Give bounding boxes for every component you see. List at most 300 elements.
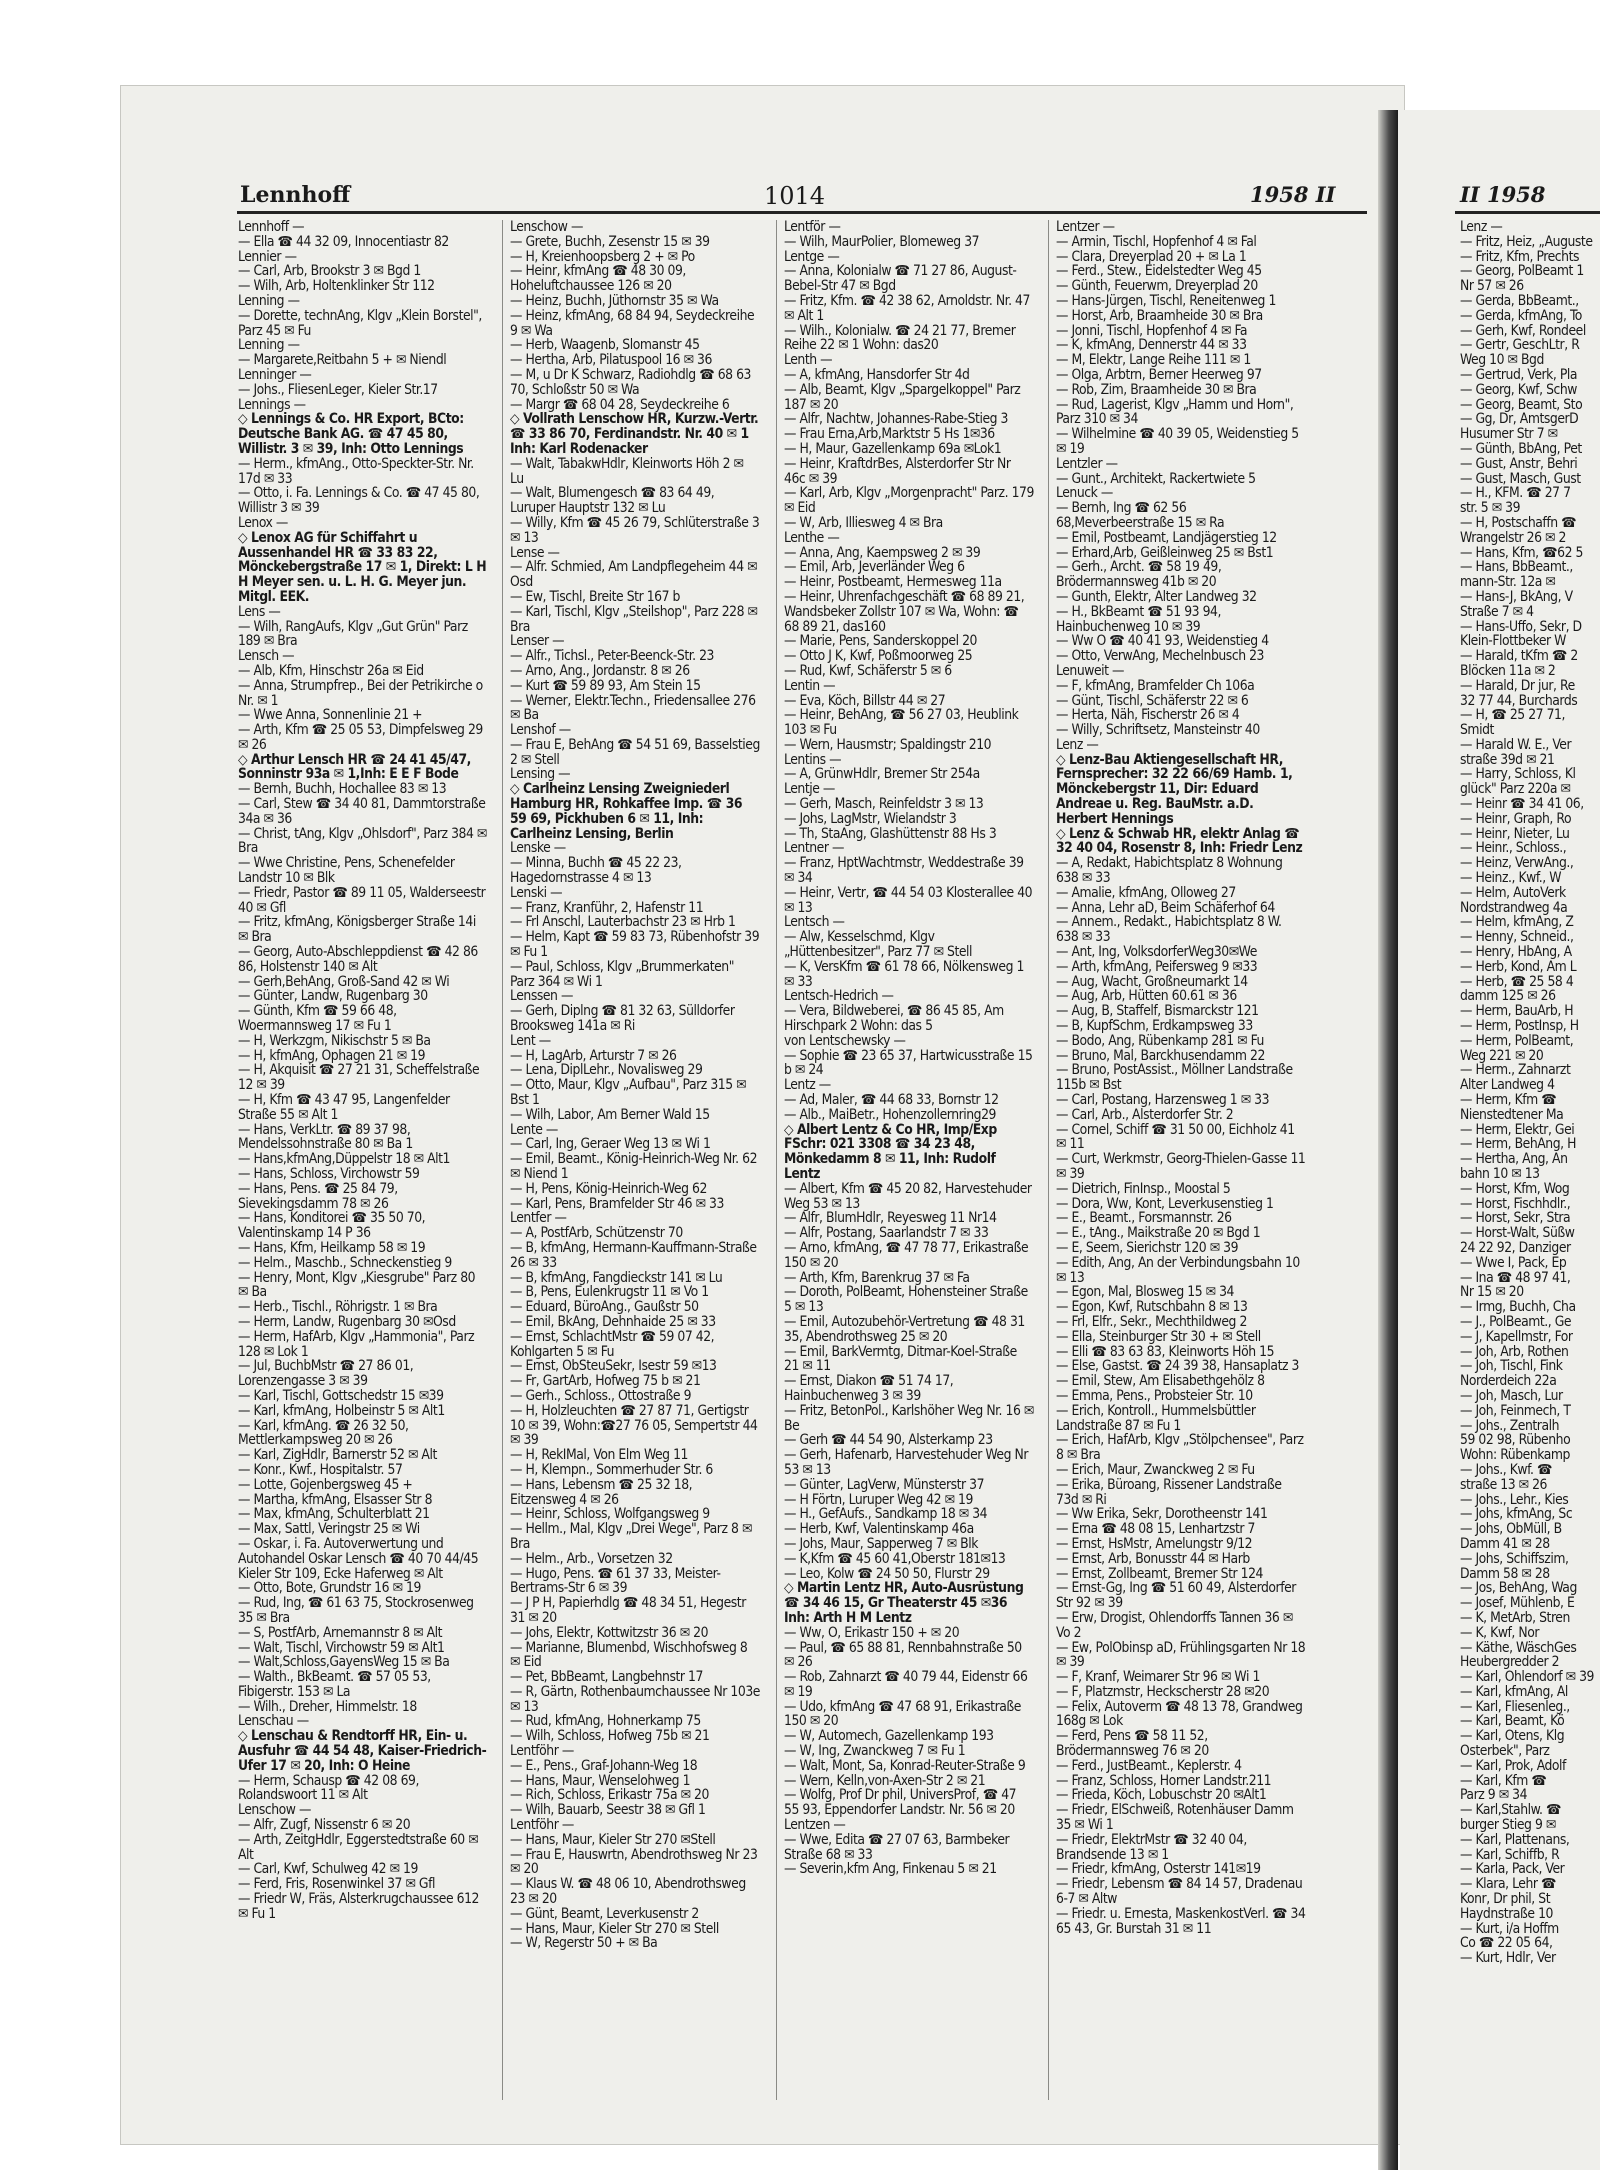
directory-entry: — Wilh, MaurPolier, Blomeweg 37: [784, 233, 980, 250]
directory-column-2: [510, 220, 760, 2120]
directory-entry: — Otto, Bote, Grundstr 16 ✉ 19: [238, 1580, 421, 1597]
directory-entry: — Herm, Kfm ☎: [1460, 1092, 1557, 1109]
directory-entry: — Ina ☎ 48 97 41,: [1460, 1269, 1571, 1286]
directory-entry: — Herm, PostInsp, H: [1460, 1018, 1579, 1035]
directory-entry: — Johs, Schiffszim,: [1460, 1550, 1569, 1567]
directory-entry: — Sophie ☎ 23 65 37, Hartwicusstraße 15 b ✉ 24: [784, 1047, 1033, 1079]
directory-entry: — Alw, Kesselschmd, Klgv „Hüttenbesitzer", Parz 77 ✉ Stell: [784, 929, 973, 961]
directory-entry: — H, Kreienhoopsberg 2 + ✉ Po: [510, 248, 695, 265]
directory-entry: — Heinz, Buchh, Jüthornstr 35 ✉ Wa: [510, 292, 719, 309]
directory-entry: — Herm., kfmAng., Otto-Speckter-Str. Nr. 17d ✉ 33: [238, 455, 474, 487]
directory-entry: — Paul, ☎ 65 88 81, Rennbahnstraße 50 ✉ 26: [784, 1639, 1022, 1671]
directory-entry: — Egon, Kwf, Rutschbahn 8 ✉ 13: [1056, 1299, 1248, 1316]
directory-entry: — Eduard, BüroAng., Gaußstr 50: [510, 1299, 699, 1316]
directory-entry: — H., GefAufs., Sandkamp 18 ✉ 34: [784, 1506, 988, 1523]
directory-entry: — Karl, Tischl, Gottschedstr 15 ✉39: [238, 1387, 444, 1404]
directory-entry: — Bernh, Buchh, Hochallee 83 ✉ 13: [238, 781, 447, 798]
directory-entry: — Severin,kfm Ang, Finkenau 5 ✉ 21: [784, 1861, 997, 1878]
directory-entry: — Helm., Arb., Vorsetzen 32: [510, 1550, 673, 1567]
directory-entry: — Horst, Sekr, Stra: [1460, 1210, 1571, 1227]
directory-entry: — H, Postschaffn ☎: [1460, 514, 1577, 531]
directory-entry: ◇ Lenschau & Rendtorff HR, Ein- u. Ausfuhr ☎ 44 54 48, Kaiser-Friedrich-Ufer 17 ✉ 20, Inh: O Heine: [238, 1728, 487, 1774]
directory-entry: — Anna, Strumpfrep., Bei der Petrikirche o Nr. ✉ 1: [238, 677, 483, 709]
directory-entry: — Hans, Maur, Wenselohweg 1: [510, 1772, 691, 1789]
directory-entry: — Joh, Arb, Rothen: [1460, 1343, 1569, 1360]
directory-entry: — Hertha, Arb, Pilatuspool 16 ✉ 36: [510, 352, 712, 369]
directory-entry: — Erhard,Arb, Geißleinweg 25 ✉ Bst1: [1056, 544, 1274, 561]
directory-entry: — Horst-Walt, Süßw: [1460, 1225, 1575, 1242]
directory-entry: — Heinr., Schloss.,: [1460, 840, 1567, 857]
directory-entry: — Johs, kfmAng, Sc: [1460, 1506, 1573, 1523]
directory-entry: — Max, Sattl, Veringstr 25 ✉ Wi: [238, 1521, 420, 1538]
directory-entry: — Harald, tKfm ☎ 2: [1460, 648, 1578, 665]
directory-entry: Lenninger —: [238, 366, 312, 383]
directory-entry: Husumer Str 7 ✉: [1460, 426, 1558, 443]
directory-entry: — Walth., BkBeamt. ☎ 57 05 53, Fibigerstr. 153 ✉ La: [238, 1669, 431, 1700]
directory-entry: — Friedr, ElSchweiß, Rotenhäuser Damm 35 ✉ Wi 1: [1056, 1802, 1294, 1834]
directory-entry: Wrangelstr 26 ✉ 2: [1460, 529, 1566, 546]
directory-entry: — Herb, Waagenb, Slomanstr 45: [510, 337, 700, 354]
directory-entry: ◇ Vollrath Lenschow HR, Kurzw.-Vertr. ☎ 33 86 70, Ferdinandstr. Nr. 40 ✉ 1 Inh: Karl Rodenacker: [510, 411, 759, 457]
directory-entry: — Karl, Tischl, Klgv „Steilshop", Parz 228 ✉ Bra: [510, 603, 758, 635]
directory-entry: Lenning —: [238, 292, 300, 309]
directory-entry: — Rich, Schloss, Erikastr 75a ✉ 20: [510, 1787, 709, 1804]
directory-entry: — Gerh,BehAng, Groß-Sand 42 ✉ Wi: [238, 973, 450, 990]
directory-entry: — Emil, BkAng, Dehnhaide 25 ✉ 33: [510, 1313, 716, 1330]
directory-entry: — Wwe I, Pack, Ep: [1460, 1254, 1567, 1271]
directory-entry: — Joh, Tischl, Fink: [1460, 1358, 1563, 1375]
directory-entry: — Gerh, Diplng ☎ 81 32 63, Sülldorfer Brooksweg 141a ✉ Ri: [510, 1003, 735, 1035]
directory-entry: — Wilh., Kolonialw. ☎ 24 21 77, Bremer Reihe 22 ✉ 1 Wohn: das20: [784, 322, 1016, 354]
directory-entry: — Günth, Kfm ☎ 59 66 48, Woermannsweg 17 ✉ Fu 1: [238, 1003, 397, 1035]
directory-entry: — Emil, Arb, Jeverländer Weg 6: [784, 559, 965, 576]
directory-entry: Lentge —: [784, 248, 840, 265]
directory-entry: — B, Pens, Eulenkrugstr 11 ✉ Vo 1: [510, 1284, 709, 1301]
directory-entry: — Ella ☎ 44 32 09, Innocentiastr 82: [238, 233, 449, 250]
directory-entry: 24 22 92, Danziger: [1460, 1239, 1571, 1256]
directory-entry: ◇ Arthur Lensch HR ☎ 24 41 45/47, Sonninstr 93a ✉ 1,Inh: E E F Bode: [238, 751, 471, 783]
directory-entry: — Frl Anschl, Lauterbachstr 23 ✉ Hrb 1: [510, 914, 736, 931]
directory-entry: — Hans, Schloss, Virchowstr 59: [238, 1166, 420, 1182]
directory-entry: Parz 9 ✉ 34: [1460, 1787, 1528, 1804]
directory-entry: Lenuck —: [1056, 485, 1113, 502]
directory-entry: Lentzer —: [1056, 220, 1115, 235]
directory-entry: — Ferd., JustBeamt., Keplerstr. 4: [1056, 1757, 1242, 1774]
directory-entry: — Lotte, Gojenbergsweg 45 +: [238, 1476, 413, 1493]
directory-entry: — Friedr, ElektrMstr ☎ 32 40 04, Brandsende 13 ✉ 1: [1056, 1831, 1247, 1863]
directory-entry: — Herb, Kwf, Valentinskamp 46a: [784, 1521, 974, 1538]
directory-entry: — Ww, O, Erikastr 150 + ✉ 20: [784, 1624, 960, 1641]
directory-entry: — B, KupfSchm, Erdkampsweg 33: [1056, 1018, 1253, 1035]
directory-entry: Lentin —: [784, 677, 836, 694]
directory-entry: — Johs, LagMstr, Wielandstr 3: [784, 810, 957, 827]
directory-entry: — Bodo, Ang, Rübenkamp 281 ✉ Fu: [1056, 1032, 1264, 1049]
directory-entry: — Jul, BuchbMstr ☎ 27 86 01, Lorenzengasse 3 ✉ 39: [238, 1358, 414, 1390]
directory-entry: — Heinr, Schloss, Wolfgangsweg 9: [510, 1506, 710, 1523]
directory-entry: glück" Parz 220a ✉: [1460, 781, 1571, 798]
directory-entry: — Franz, Kranführ, 2, Hafenstr 11: [510, 899, 704, 916]
directory-entry: — Ww Erika, Sekr, Dorotheenstr 141: [1056, 1506, 1268, 1523]
directory-entry: Lentföhr —: [510, 1743, 574, 1760]
directory-entry: — J, Kapellmstr, For: [1460, 1328, 1573, 1345]
directory-entry: — H, Kfm ☎ 43 47 95, Langenfelder Straße 55 ✉ Alt 1: [238, 1092, 450, 1123]
directory-entry: — Anna, Ang, Kaempsweg 2 ✉ 39: [784, 544, 981, 561]
directory-entry: — Wwe Anna, Sonnenlinie 21 +: [238, 707, 423, 724]
directory-entry: 59 02 98, Rübenho: [1460, 1432, 1571, 1449]
directory-entry: Co ☎ 22 05 64,: [1460, 1935, 1553, 1952]
directory-entry: — Wilh., Dreher, Himmelstr. 18: [238, 1698, 417, 1715]
directory-entry: — Franz, HptWachtmstr, Weddestraße 39 ✉ 34: [784, 855, 1024, 887]
directory-entry: — H, LagArb, Arturstr 7 ✉ 26: [510, 1047, 677, 1064]
directory-entry: Lenz —: [1056, 736, 1099, 753]
directory-entry: Damm 41 ✉ 28: [1460, 1535, 1550, 1552]
directory-entry: — Amalie, kfmAng, Olloweg 27: [1056, 884, 1236, 901]
column-divider: [776, 220, 777, 2100]
directory-entry: — Heinr, Vertr, ☎ 44 54 03 Klosterallee 40 ✉ 13: [784, 884, 1033, 916]
directory-entry: — Rud, Kwf, Schäferstr 5 ✉ 6: [784, 662, 952, 679]
directory-entry: ◇ Lenz-Bau Aktiengesellschaft HR, Fernsprecher: 32 22 66/69 Hamb. 1, Mönckebergstr 11, Dir: Eduard Andreae u. Reg. BauMstr. a.D. Herbert Hennings: [1056, 751, 1293, 827]
directory-entry: Lenth —: [784, 352, 833, 369]
directory-entry: — Helm, kfmAng, Z: [1460, 914, 1574, 931]
directory-entry: — Günter, LagVerw, Münsterstr 37: [784, 1476, 985, 1493]
directory-entry: — Kurt, Hdlr, Ver: [1460, 1950, 1556, 1967]
directory-entry: — Heinr, Uhrenfachgeschäft ☎ 68 89 21, Wandsbeker Zollstr 107 ✉ Wa, Wohn: ☎ 68 89 21, das160: [784, 588, 1025, 635]
directory-entry: — Hans-J, BkAng, V: [1460, 588, 1573, 605]
directory-entry: — Fritz, Kfm, Prechts: [1460, 248, 1580, 265]
directory-entry: — Christ, tAng, Klgv „Ohlsdorf", Parz 384 ✉ Bra: [238, 825, 487, 857]
directory-entry: — Johs, ObMüll, B: [1460, 1521, 1562, 1538]
directory-entry: Blöcken 11a ✉ 2: [1460, 662, 1556, 679]
directory-entry: — W, Automech, Gazellenkamp 193: [784, 1728, 994, 1745]
directory-entry: Norderdeich 22a: [1460, 1373, 1557, 1390]
directory-entry: — Klaus W. ☎ 48 06 10, Abendrothsweg 23 ✉ 20: [510, 1876, 746, 1908]
directory-entry: — Margarete,Reitbahn 5 + ✉ Niendl: [238, 352, 447, 369]
directory-entry: Lenz —: [1460, 220, 1503, 235]
directory-entry: — Aug, Wacht, Großneumarkt 14: [1056, 973, 1248, 990]
directory-entry: — Irmg, Buchh, Cha: [1460, 1299, 1576, 1316]
directory-entry: — Karl, Arb, Klgv „Morgenpracht" Parz. 179 ✉ Eid: [784, 485, 1034, 517]
directory-entry: Osterbek", Parz: [1460, 1743, 1550, 1760]
directory-entry: — Otto, i. Fa. Lennings & Co. ☎ 47 45 80, Willistr 3 ✉ 39: [238, 485, 480, 517]
directory-entry: — E., Beamt., Forsmannstr. 26: [1056, 1210, 1232, 1227]
directory-entry: — Friedr, kfmAng, Osterstr 141✉19: [1056, 1861, 1261, 1878]
directory-entry: — Georg, Auto-Abschleppdienst ☎ 42 86 86, Holstenstr 140 ✉ Alt: [238, 944, 478, 975]
directory-entry: ◇ Albert Lentz & Co HR, Imp/Exp FSchr: 021 3308 ☎ 34 23 48, Mönkedamm 8 ✉ 11, Inh: Rudolf Lentz: [784, 1121, 997, 1182]
directory-entry: — Heinz., Kwf., W: [1460, 870, 1562, 887]
directory-entry: Lentner —: [784, 840, 844, 857]
directory-entry: 32 77 44, Burchards: [1460, 692, 1578, 709]
directory-entry: — Ernst, ObSteuSekr, Isestr 59 ✉13: [510, 1358, 717, 1375]
directory-entry: — Armin, Tischl, Hopfenhof 4 ✉ Fal: [1056, 233, 1257, 250]
directory-entry: — Elli ☎ 83 63 83, Kleinworts Höh 15: [1056, 1343, 1275, 1360]
directory-entry: — Günt, Beamt, Leverkusenstr 2: [510, 1905, 699, 1922]
page-header-volume: 1958 II: [1250, 182, 1336, 207]
directory-entry: — Walt,Schloss,GayensWeg 15 ✉ Ba: [238, 1654, 450, 1671]
directory-entry: straße 13 ✉ 26: [1460, 1476, 1548, 1493]
directory-entry: — Herm, BauArb, H: [1460, 1003, 1574, 1020]
directory-entry: — Annem., Redakt., Habichtsplatz 8 W. 638 ✉ 33: [1056, 914, 1282, 946]
directory-entry: — Hellm., Mal, Klgv „Drei Wege", Parz 8 ✉ Bra: [510, 1521, 752, 1552]
directory-entry: — K, kfmAng, Dennerstr 44 ✉ 33: [1056, 337, 1247, 354]
directory-entry: Nienstedtener Ma: [1460, 1106, 1564, 1123]
directory-entry: — Alfr. Schmied, Am Landpflegeheim 44 ✉ Osd: [510, 559, 758, 591]
directory-entry: — Bruno, Mal, Barckhusendamm 22: [1056, 1047, 1265, 1064]
directory-entry: — Günt, Tischl, Schäferstr 22 ✉ 6: [1056, 692, 1249, 709]
directory-entry: — Günth, Feuerwm, Dreyerplad 20: [1056, 278, 1258, 295]
directory-entry: — Walt, Blumengesch ☎ 83 64 49, Luruper Hauptstr 132 ✉ Lu: [510, 485, 715, 517]
directory-entry: — Ernst, Diakon ☎ 51 74 17, Hainbuchenweg 3 ✉ 39: [784, 1373, 954, 1404]
directory-entry: — Hans, Kfm, Heilkamp 58 ✉ 19: [238, 1239, 426, 1256]
directory-entry: — B, kfmAng, Hermann-Kauffmann-Straße 26 ✉ 33: [510, 1239, 757, 1271]
directory-entry: — Horst, Fischhdlr.,: [1460, 1195, 1571, 1212]
directory-entry: Weg 10 ✉ Bgd: [1460, 352, 1544, 369]
directory-entry: — Georg, PolBeamt 1: [1460, 263, 1584, 280]
directory-entry: — Johs., FliesenLeger, Kieler Str.17: [238, 381, 438, 398]
directory-entry: — Rob, Zahnarzt ☎ 40 79 44, Eidenstr 66 ✉ 19: [784, 1669, 1028, 1700]
directory-entry: — H, RekIMal, Von Elm Weg 11: [510, 1447, 688, 1464]
directory-entry: — Grete, Buchh, Zesenstr 15 ✉ 39: [510, 233, 710, 250]
directory-entry: Lente —: [510, 1121, 558, 1138]
directory-entry: — Rud, Lagerist, Klgv „Hamm und Horn", Parz 310 ✉ 34: [1056, 396, 1294, 428]
directory-entry: — Kurt, i/a Hoffm: [1460, 1920, 1559, 1937]
directory-entry: — Dietrich, FinInsp., Moostal 5: [1056, 1180, 1231, 1197]
directory-entry: Lentfer —: [510, 1210, 567, 1227]
directory-entry: — Karl, Kfm ☎: [1460, 1772, 1547, 1789]
directory-entry: — S, PostfArb, Arnemannstr 8 ✉ Alt: [238, 1624, 443, 1641]
directory-entry: — F, kfmAng, Bramfelder Ch 106a: [1056, 677, 1255, 694]
directory-entry: — Aug, Arb, Hütten 60.61 ✉ 36: [1056, 988, 1237, 1005]
directory-entry: — Frau E, BehAng ☎ 54 51 69, Basselstieg 2 ✉ Stell: [510, 736, 760, 768]
directory-entry: — Felix, Autoverm ☎ 48 13 78, Grandweg 168g ✉ Lok: [1056, 1698, 1303, 1730]
directory-entry: — Paul, Schloss, Klgv „Brummerkaten" Parz 364 ✉ Wi 1: [510, 958, 734, 990]
book-gutter: [1378, 110, 1398, 2170]
directory-entry: — Bernh, Ing ☎ 62 56 68,Meverbeerstraße 15 ✉ Ra: [1056, 500, 1225, 531]
directory-entry: — Doroth, PolBeamt, Hohensteiner Straße 5 ✉ 13: [784, 1284, 1028, 1316]
directory-entry: — H, Klempn., Sommerhuder Str. 6: [510, 1461, 713, 1478]
directory-entry: — Clara, Dreyerplad 20 + ✉ La 1: [1056, 248, 1247, 265]
directory-entry: — Günth, BbAng, Pet: [1460, 440, 1582, 457]
directory-entry: — Herm, Elektr, Gei: [1460, 1121, 1575, 1138]
directory-entry: Lentins —: [784, 751, 842, 768]
column-divider: [502, 220, 503, 2100]
directory-entry: — Hertha, Ang, An: [1460, 1151, 1568, 1168]
directory-entry: — Alfr, BlumHdlr, Reyesweg 11 Nr14: [784, 1210, 997, 1227]
directory-entry: — Rud, Ing, ☎ 61 63 75, Stockrosenweg 35 ✉ Bra: [238, 1595, 474, 1626]
directory-entry: — Ferd., Stew., Eidelstedter Weg 45: [1056, 263, 1262, 280]
directory-entry: — H, ☎ 25 27 71, Smidt: [1460, 707, 1565, 739]
directory-entry: Lens —: [238, 603, 281, 620]
directory-entry: — Rud, kfmAng, Hohnerkamp 75: [510, 1713, 701, 1730]
directory-entry: — Harry, Schloss, Kl: [1460, 766, 1576, 783]
directory-entry: — Gunt., Architekt, Rackertwiete 5: [1056, 470, 1256, 487]
directory-entry: — Joh, Masch, Lur: [1460, 1387, 1563, 1404]
directory-entry: — Fritz, BetonPol., Karlshöher Weg Nr. 16 ✉ Be: [784, 1402, 1034, 1434]
next-page-header-volume: II 1958: [1460, 182, 1546, 207]
directory-entry: Lenschow —: [510, 220, 583, 235]
directory-entry: — Minna, Buchh ☎ 45 22 23, Hagedornstrasse 4 ✉ 13: [510, 855, 682, 887]
directory-entry: — Arth, Kfm, Barenkrug 37 ✉ Fa: [784, 1269, 970, 1286]
directory-entry: — Dora, Ww, Kont, Leverkusenstieg 1: [1056, 1195, 1274, 1212]
directory-entry: Lenssen —: [510, 988, 573, 1005]
directory-entry: — Johs., Zentralh: [1460, 1417, 1560, 1434]
directory-entry: — Curt, Werkmstr, Georg-Thielen-Gasse 11 ✉ 39: [1056, 1151, 1306, 1182]
directory-entry: — Max, kfmAng, Schulterblatt 21: [238, 1506, 430, 1523]
directory-entry: — Else, Gastst. ☎ 24 39 38, Hansaplatz 3: [1056, 1358, 1299, 1375]
directory-entry: — Lena, DiplLehr., Novalisweg 29: [510, 1062, 703, 1079]
directory-entry: — J P H, Papierhdlg ☎ 48 34 51, Hegestr 31 ✉ 20: [510, 1595, 746, 1626]
directory-entry: — Emil, Beamt., König-Heinrich-Weg Nr. 62 ✉ Niend 1: [510, 1151, 758, 1182]
directory-entry: Lennier —: [238, 248, 297, 265]
directory-entry: — Heinr, KraftdrBes, Alsterdorfer Str Nr 46c ✉ 39: [784, 455, 1011, 487]
directory-entry: — Konr., Kwf., Hospitalstr. 57: [238, 1461, 403, 1478]
directory-entry: — Carl, Arb., Alsterdorfer Str. 2: [1056, 1106, 1234, 1123]
directory-entry: — W, Regerstr 50 + ✉ Ba: [510, 1935, 658, 1952]
directory-entry: — Bruno, PostAssist., Möllner Landstraße 115b ✉ Bst: [1056, 1062, 1293, 1094]
directory-entry: — Friedr, Lebensm ☎ 84 14 57, Dradenau 6-7 ✉ Altw: [1056, 1876, 1303, 1908]
directory-entry: — Walt, Tischl, Virchowstr 59 ✉ Alt1: [238, 1639, 445, 1656]
directory-entry: — H, Werkzgm, Nikischstr 5 ✉ Ba: [238, 1032, 431, 1049]
directory-entry: — Franz, Schloss, Horner Landstr.211: [1056, 1772, 1272, 1789]
directory-entry: — Jonni, Tischl, Hopfenhof 4 ✉ Fa: [1056, 322, 1248, 339]
directory-entry: — Carl, Arb, Brookstr 3 ✉ Bgd 1: [238, 263, 421, 280]
directory-entry: — Frau Erna,Arb,Marktstr 5 Hs 1✉36: [784, 426, 995, 443]
directory-entry: — Georg, Beamt, Sto: [1460, 396, 1583, 413]
directory-entry: — W, Ing, Zwanckweg 7 ✉ Fu 1: [784, 1743, 966, 1760]
directory-entry: — Alfr, Zugf, Nissenstr 6 ✉ 20: [238, 1817, 411, 1834]
directory-entry: Lentzler —: [1056, 455, 1118, 472]
directory-entry: — Werner, Elektr.Techn., Friedensallee 276 ✉ Ba: [510, 692, 756, 724]
directory-entry: ◇ Lennings & Co. HR Export, BCto: Deutsche Bank AG. ☎ 47 45 80, Willistr. 3 ✉ 39, Inh: Otto Lennings: [238, 411, 464, 457]
directory-entry: — Walt, Mont, Sa, Konrad-Reuter-Straße 9: [784, 1757, 1026, 1774]
directory-entry: — Klara, Lehr ☎: [1460, 1876, 1557, 1893]
directory-entry: burger Stieg 9 ✉: [1460, 1817, 1556, 1834]
directory-entry: — Alb, Kfm, Hinschstr 26a ✉ Eid: [238, 662, 424, 679]
directory-entry: — Harald, Dr jur, Re: [1460, 677, 1575, 694]
directory-entry: — Rob, Zim, Braamheide 30 ✉ Bra: [1056, 381, 1257, 398]
directory-entry: — A, kfmAng, Hansdorfer Str 4d: [784, 366, 970, 383]
directory-entry: — Emma, Pens., Probsteier Str. 10: [1056, 1387, 1253, 1404]
directory-entry: Konr, Dr phil, St: [1460, 1891, 1551, 1908]
directory-entry: Straße 7 ✉ 4: [1460, 603, 1534, 620]
directory-entry: — F, Platzmstr, Heckscherstr 28 ✉20: [1056, 1683, 1270, 1700]
directory-entry: Lentsch-Hedrich —: [784, 988, 894, 1005]
directory-entry: — Gertr, GeschLtr, R: [1460, 337, 1580, 354]
directory-entry: — Herb., Tischl., Röhrigstr. 1 ✉ Bra: [238, 1299, 438, 1316]
directory-entry: — Leo, Kolw ☎ 24 50 50, Flurstr 29: [784, 1565, 990, 1582]
directory-entry: ◇ Lenz & Schwab HR, elektr Anlag ☎ 32 40 04, Rosenstr 8, Inh: Friedr Lenz: [1056, 825, 1303, 857]
directory-entry: — Ferd, Pens ☎ 58 11 52, Brödermannsweg 76 ✉ 20: [1056, 1728, 1209, 1760]
directory-entry: — Karl, Pens, Bramfelder Str 46 ✉ 33: [510, 1195, 724, 1212]
directory-entry: — Gunth, Elektr, Alter Landweg 32: [1056, 588, 1257, 605]
directory-entry: — Georg, Kwf, Schw: [1460, 381, 1577, 398]
directory-entry: — Wilhelmine ☎ 40 39 05, Weidenstieg 5 ✉ 19: [1056, 426, 1299, 457]
directory-entry: — Frau E, Hauswrtn, Abendrothsweg Nr 23 ✉ 20: [510, 1846, 758, 1878]
directory-entry: — Emil, BarkVermtg, Ditmar-Koel-Straße 21 ✉ 11: [784, 1343, 1017, 1375]
column-divider: [1048, 220, 1049, 2100]
directory-entry: — Hans,kfmAng,Düppelstr 18 ✉ Alt1: [238, 1151, 450, 1168]
directory-entry: — Martha, kfmAng, Elsasser Str 8: [238, 1491, 433, 1508]
directory-entry: Lentzen —: [784, 1817, 846, 1834]
directory-entry: Lennhoff —: [238, 220, 305, 235]
directory-entry: Lentför —: [784, 220, 841, 235]
directory-entry: — Erika, Büroang, Rissener Landstraße 73d ✉ Ri: [1056, 1476, 1282, 1508]
directory-entry: — H Förtn, Luruper Weg 42 ✉ 19: [784, 1491, 973, 1508]
directory-entry: — Wilh, Bauarb, Seestr 38 ✉ Gfl 1: [510, 1802, 706, 1819]
directory-entry: — Henry, HbAng, A: [1460, 944, 1572, 961]
directory-entry: — Carl, Stew ☎ 34 40 81, Dammtorstraße 34a ✉ 36: [238, 796, 486, 827]
directory-entry: — Aug, B, Staffelf, Bismarckstr 121: [1056, 1003, 1259, 1020]
directory-entry: — Otto J K, Kwf, Poßmoorweg 25: [784, 648, 973, 665]
directory-entry: — Alfr, Nachtw, Johannes-Rabe-Stieg 3: [784, 411, 1009, 428]
directory-entry: — Gerh, Masch, Reinfeldstr 3 ✉ 13: [784, 796, 984, 813]
directory-column-3: [784, 220, 1034, 2120]
directory-entry: Damm 58 ✉ 28: [1460, 1565, 1550, 1582]
directory-entry: — Karl,Stahlw. ☎: [1460, 1802, 1562, 1819]
directory-entry: — Johs., Lehr., Kies: [1460, 1491, 1569, 1508]
directory-entry: — Herb, Kond, Am L: [1460, 958, 1577, 975]
directory-entry: str. 5 ✉ 39: [1460, 500, 1521, 517]
directory-entry: — Johs, Maur, Sapperweg 7 ✉ Blk: [784, 1535, 978, 1552]
directory-entry: — Henry, Mont, Klgv „Kiesgrube" Parz 80 ✉ Ba: [238, 1269, 476, 1301]
directory-entry: — K, Kwf, Nor: [1460, 1624, 1540, 1641]
directory-entry: — Karl, Otens, Klg: [1460, 1728, 1565, 1745]
directory-entry: — K,Kfm ☎ 45 60 41,Oberstr 181✉13: [784, 1550, 1006, 1567]
directory-entry: — Willy, Kfm ☎ 45 26 79, Schlüterstraße 3 ✉ 13: [510, 514, 760, 546]
directory-entry: Lennings —: [238, 396, 306, 413]
directory-entry: — Ad, Maler, ☎ 44 68 33, Bornstr 12: [784, 1092, 999, 1109]
directory-entry: — B, kfmAng, Fangdieckstr 141 ✉ Lu: [510, 1269, 723, 1286]
directory-entry: — A, GrünwHdlr, Bremer Str 254a: [784, 766, 980, 783]
directory-entry: — Heinr, Postbeamt, Hermesweg 11a: [784, 574, 1002, 591]
directory-entry: — Wolfg, Prof Dr phil, UniversProf, ☎ 47 55 93, Eppendorfer Landstr. Nr. 56 ✉ 20: [784, 1787, 1017, 1819]
directory-entry: Lentsch —: [784, 914, 845, 931]
directory-entry: Lenshof —: [510, 722, 571, 739]
directory-entry: Lentz —: [784, 1077, 831, 1094]
directory-entry: ◇ Martin Lentz HR, Auto-Ausrüstung ☎ 34 46 15, Gr Theaterstr 45 ✉36 Inh: Arth H M Lentz: [784, 1580, 1024, 1626]
directory-entry: — M, Elektr, Lange Reihe 111 ✉ 1: [1056, 352, 1251, 369]
directory-entry: — Karl, Plattenans,: [1460, 1831, 1570, 1848]
directory-entry: — Heinr, kfmAng ☎ 48 30 09, Hoheluftchaussee 126 ✉ 20: [510, 263, 686, 295]
directory-entry: Lenske —: [510, 840, 566, 857]
directory-entry: — M, u Dr K Schwarz, Radiohdlg ☎ 68 63 70, Schloßstr 50 ✉ Wa: [510, 366, 751, 398]
directory-entry: — Eva, Köch, Billstr 44 ✉ 27: [784, 692, 946, 709]
directory-entry: — Gerda, BbBeamt.,: [1460, 292, 1579, 309]
directory-entry: — Arth, Kfm ☎ 25 05 53, Dimpfelsweg 29 ✉ 26: [238, 722, 483, 753]
directory-entry: — Alb, Beamt, Klgv „Spargelkoppel" Parz 187 ✉ 20: [784, 381, 1021, 413]
directory-entry: — Carl, Postang, Harzensweg 1 ✉ 33: [1056, 1092, 1270, 1109]
directory-entry: — Ernst, Zollbeamt, Bremer Str 124: [1056, 1565, 1263, 1582]
directory-entry: — Herm., Zahnarzt: [1460, 1062, 1571, 1079]
directory-entry: — Fritz, kfmAng, Königsberger Straße 14i ✉ Bra: [238, 914, 476, 946]
directory-column-1: [238, 220, 488, 2120]
directory-entry: — Johs., Kwf. ☎: [1460, 1461, 1553, 1478]
directory-entry: — Arno, Ang., Jordanstr. 8 ✉ 26: [510, 662, 690, 679]
directory-entry: Lenox —: [238, 514, 288, 531]
directory-entry: — Frieda, Köch, Lobuschstr 20 ✉Alt1: [1056, 1787, 1267, 1804]
directory-entry: — Frl, Elfr., Sekr., Mechthildweg 2: [1056, 1313, 1247, 1330]
directory-entry: — Erich, Maur, Zwanckweg 2 ✉ Fu: [1056, 1461, 1255, 1478]
directory-entry: — Arno, kfmAng, ☎ 47 78 77, Erikastraße 150 ✉ 20: [784, 1239, 1029, 1271]
directory-entry: — Helm, AutoVerk: [1460, 884, 1566, 901]
directory-entry: — Ernst, HsMstr, Amelungstr 9/12: [1056, 1535, 1253, 1552]
directory-entry: — Hans, Pens. ☎ 25 84 79, Sievekingsdamm 78 ✉ 26: [238, 1180, 398, 1212]
directory-entry: — Erich, HafArb, Klgv „Stölpchensee", Parz 8 ✉ Bra: [1056, 1432, 1304, 1464]
directory-entry: — Gg, Dr, AmtsgerD: [1460, 411, 1579, 428]
directory-entry: — Hans, Kfm, ☎62 5: [1460, 544, 1583, 561]
directory-entry: damm 125 ✉ 26: [1460, 988, 1556, 1005]
directory-entry: Lenschow —: [238, 1802, 311, 1819]
directory-entry: — Erich, Kontroll., Hummelsbüttler Landstraße 87 ✉ Fu 1: [1056, 1402, 1256, 1434]
